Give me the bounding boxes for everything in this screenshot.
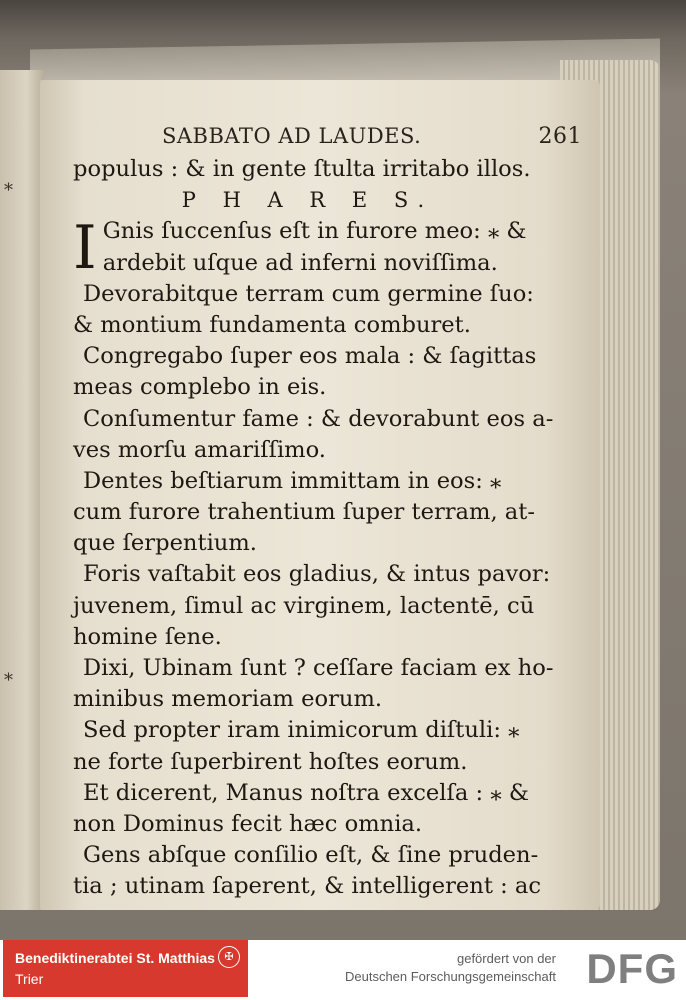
line-text: homine ſene. <box>73 623 222 650</box>
text-line <box>73 591 543 622</box>
left-page-mark: * <box>4 180 13 201</box>
text-line <box>73 871 543 902</box>
line-text: que ſerpentium. <box>73 530 257 557</box>
text-line <box>73 279 543 310</box>
line-text: Et dicerent, Manus noſtra excelſa : ⁎ & <box>83 779 529 806</box>
page-number: 261 <box>538 124 582 149</box>
funding-notice <box>345 950 556 986</box>
line-text: non Dominus fecit hæc omnia. <box>73 810 423 837</box>
line-text: meas complebo in eis. <box>73 374 327 401</box>
line-text: tia ; utinam ſaperent, & intelligerent : ac <box>73 873 542 900</box>
text-line <box>73 684 543 715</box>
line-text: ves morſu amariſſimo. <box>73 436 326 463</box>
text-line <box>73 466 543 497</box>
text-line <box>73 622 543 653</box>
text-line <box>73 559 551 590</box>
text-line <box>73 809 543 840</box>
text-line <box>73 341 543 372</box>
dfg-logo[interactable]: DFG <box>586 945 678 992</box>
text-line <box>73 778 543 809</box>
footer-bar <box>0 940 686 1000</box>
left-page-mark: * <box>4 670 13 691</box>
section-heading <box>73 185 543 216</box>
line-text: & montium fundamenta comburet. <box>73 311 471 338</box>
line-text: Congregabo ſuper eos mala : & ſagittas <box>83 343 537 370</box>
line-text: P H A R E S. <box>181 188 435 213</box>
funding-line-1: gefördert von der <box>456 951 556 966</box>
line-text: populus : & in gente ſtulta irritabo illos. <box>73 156 531 182</box>
line-text: cum furore trahentium ſuper terram, at- <box>73 499 535 526</box>
text-line <box>73 248 543 279</box>
line-text: Dixi, Ubinam ſunt ? ceſſare faciam ex ho- <box>83 655 554 681</box>
text-line <box>73 653 554 684</box>
text-line <box>73 310 543 341</box>
text-line <box>73 747 543 778</box>
line-text: Gnis ſuccenſus eſt in furore meo: ⁎ & <box>102 218 527 245</box>
line-text: Conſumentur fame : & devorabunt eos a- <box>83 405 554 432</box>
funding-line-2: Deutschen Forschungsgemeinschaft <box>344 969 556 984</box>
book-page <box>40 80 600 910</box>
text-line <box>73 497 543 528</box>
running-head: SABBATO AD LAUDES. <box>162 124 422 148</box>
text-line <box>73 372 543 403</box>
line-text: minibus memoriam eorum. <box>73 686 383 713</box>
line-text: juvenem, ſimul ac virginem, lactentē, cū <box>73 592 535 619</box>
institution-badge[interactable] <box>3 940 248 997</box>
line-text: Foris vaſtabit eos gladius, & intus pavor: <box>83 561 551 588</box>
text-line <box>73 715 543 746</box>
institution-name: Benediktinerabtei St. Matthias <box>15 950 215 966</box>
text-line <box>73 840 543 871</box>
institution-city: Trier <box>15 971 44 987</box>
text-line <box>73 404 554 435</box>
line-text: Sed propter iram inimicorum diſtuli: ⁎ <box>83 717 520 744</box>
text-line <box>73 528 543 559</box>
line-text: Devorabitque terram cum germine ſuo: <box>83 280 534 307</box>
line-text: Gens abſque conſilio eſt, & ſine pruden- <box>83 842 539 869</box>
text-line <box>73 435 543 466</box>
abbey-logo-icon: ✠ <box>218 946 240 968</box>
line-text: Dentes beſtiarum immittam in eos: ⁎ <box>83 467 502 494</box>
line-text: ne forte ſuperbirent hoſtes eorum. <box>73 748 468 775</box>
text-line <box>73 154 543 185</box>
left-page-edge <box>0 70 44 910</box>
drop-capital: I <box>73 213 97 284</box>
line-text: ardebit uſque ad inferni noviſſima. <box>102 249 498 276</box>
body-text <box>73 154 554 903</box>
